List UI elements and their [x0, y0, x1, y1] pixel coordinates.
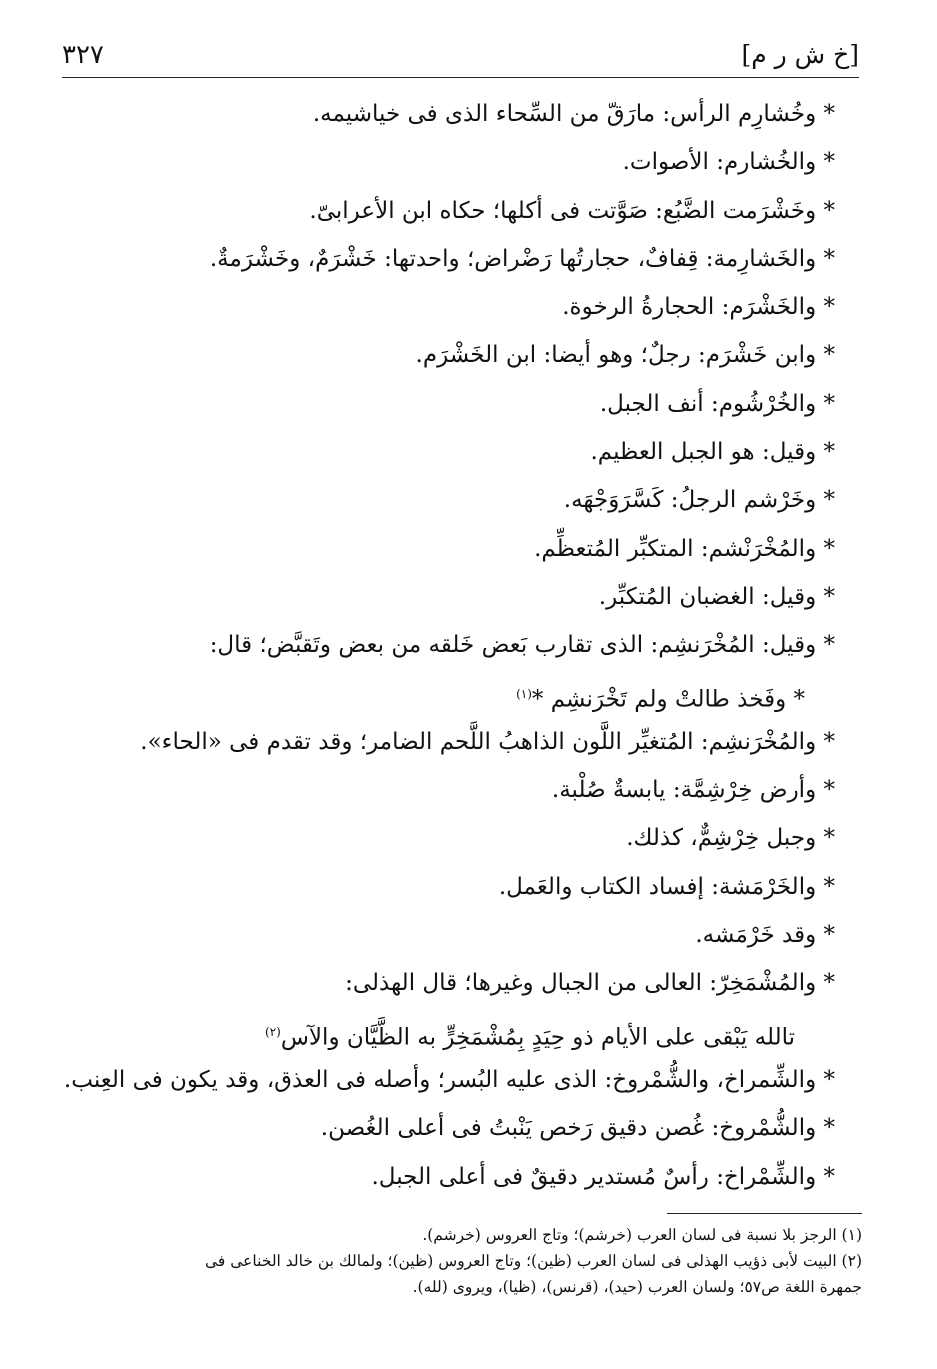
poem-verse: تالله يَبْقى على الأيام ذو حِيَدٍ بِمُشْمَخِرٍّ به الظَّيَّان والآس$^{(٢)}$	[265, 1024, 795, 1051]
entry-line: * وجبل خِرْشِمٌّ، كذلك.	[626, 825, 835, 852]
entry-line: * والخَرْمَشة: إفساد الكتاب والعَمل.	[498, 873, 835, 900]
footnotes	[120, 1222, 862, 1300]
entry-line: * والشِّمراخ، والشُّمْروخ: الذى عليه البُسر؛ وأصله فى العذق، وقد يكون فى العِنب.	[63, 1066, 835, 1093]
entry-line: * وأرض خِرْشِمَّة: يابسةٌ صُلْبة.	[551, 777, 835, 804]
root-heading: [خ ش ر م]	[741, 40, 859, 69]
entry-line: * وقيل: هو الجبل العظيم.	[590, 439, 835, 466]
entry-line: * والمُخْرَنْشم: المتكبِّر المُتعظِّم.	[534, 535, 835, 562]
page-number: ٣٢٧	[62, 40, 104, 70]
entry-line: * والخَشارِمة: قِفافٌ، حجارتُها رَضْراض؛ واحدتها: خَشْرَمٌ، وخَشْرَمةٌ.	[209, 245, 835, 272]
entry-line: * والشُّمْروخ: غُصن دقيق رَخص يَنْبتُ فى أعلى الغُصن.	[320, 1115, 835, 1142]
entry-line: * وقد خَرْمَشه.	[695, 922, 835, 949]
entry-list	[63, 90, 835, 1201]
entry-line: * والخَشْرَم: الحجارةُ الرخوة.	[562, 294, 835, 321]
footnote-ref: (١)	[516, 686, 532, 701]
entry-line: * وخُشارِم الرأس: مارَقّ من السِّحاء الذى فى خياشيمه.	[312, 101, 835, 127]
footnote: (٢) البيت لأبى ذؤيب الهذلى فى لسان العرب (ظين)؛ وتاج العروس (ظين)؛ ولمالك بن خالد الخناعى فى	[205, 1252, 862, 1270]
footnote-divider	[667, 1213, 862, 1214]
entry-line: * وقيل: المُخْرَنشِم: الذى تقارب بَعض خَلقه من بعض وتَقبَّض؛ قال:	[209, 632, 835, 659]
entry-line: * وابن خَشْرَم: رجلٌ؛ وهو أيضا: ابن الخَشْرَم.	[415, 342, 835, 369]
entry-line: * وخَرْشم الرجلُ: كَسَّرَوَجْهَه.	[563, 487, 835, 514]
entry-line: * وخَشْرَمت الضَّبُع: صَوَّتت فى أكلها؛ حكاه ابن الأعرابىّ.	[309, 197, 835, 224]
entry-line: * والخُشارم: الأصوات.	[622, 149, 835, 176]
footnote-ref: (٢)	[265, 1024, 281, 1039]
entry-line: * والخُرْشُوم: أنف الجبل.	[599, 390, 835, 417]
page-header	[62, 40, 859, 74]
footnote: (١) الرجز بلا نسبة فى لسان العرب (خرشم)؛ وتاج العروس (خرشم).	[422, 1226, 862, 1244]
footnote-continuation: جمهرة اللغة ص٥٧؛ ولسان العرب (حيد)، (قرنس)، (ظيا)، ويروى (لله).	[412, 1278, 862, 1296]
entry-line: * والمُشْمَخِرّ: العالى من الجبال وغيرها؛ قال الهذلى:	[345, 970, 835, 997]
entry-line: * والمُخْرَنشِم: المُتغيِّر اللَّون الذاهبُ اللَّحم الضامر؛ وقد تقدم فى «الحاء».	[140, 728, 835, 755]
header-divider	[62, 77, 859, 78]
entry-line: * والشِّمْراخ: رأسٌ مُستدير دقيقٌ فى أعلى الجبل.	[371, 1163, 835, 1190]
entry-line: * وقيل: الغضبان المُتكبِّر.	[598, 583, 835, 610]
rajaz-verse: * وفَخذ طالتْ ولم تَخْرَنشِم *$^{(١)}$	[516, 686, 805, 713]
